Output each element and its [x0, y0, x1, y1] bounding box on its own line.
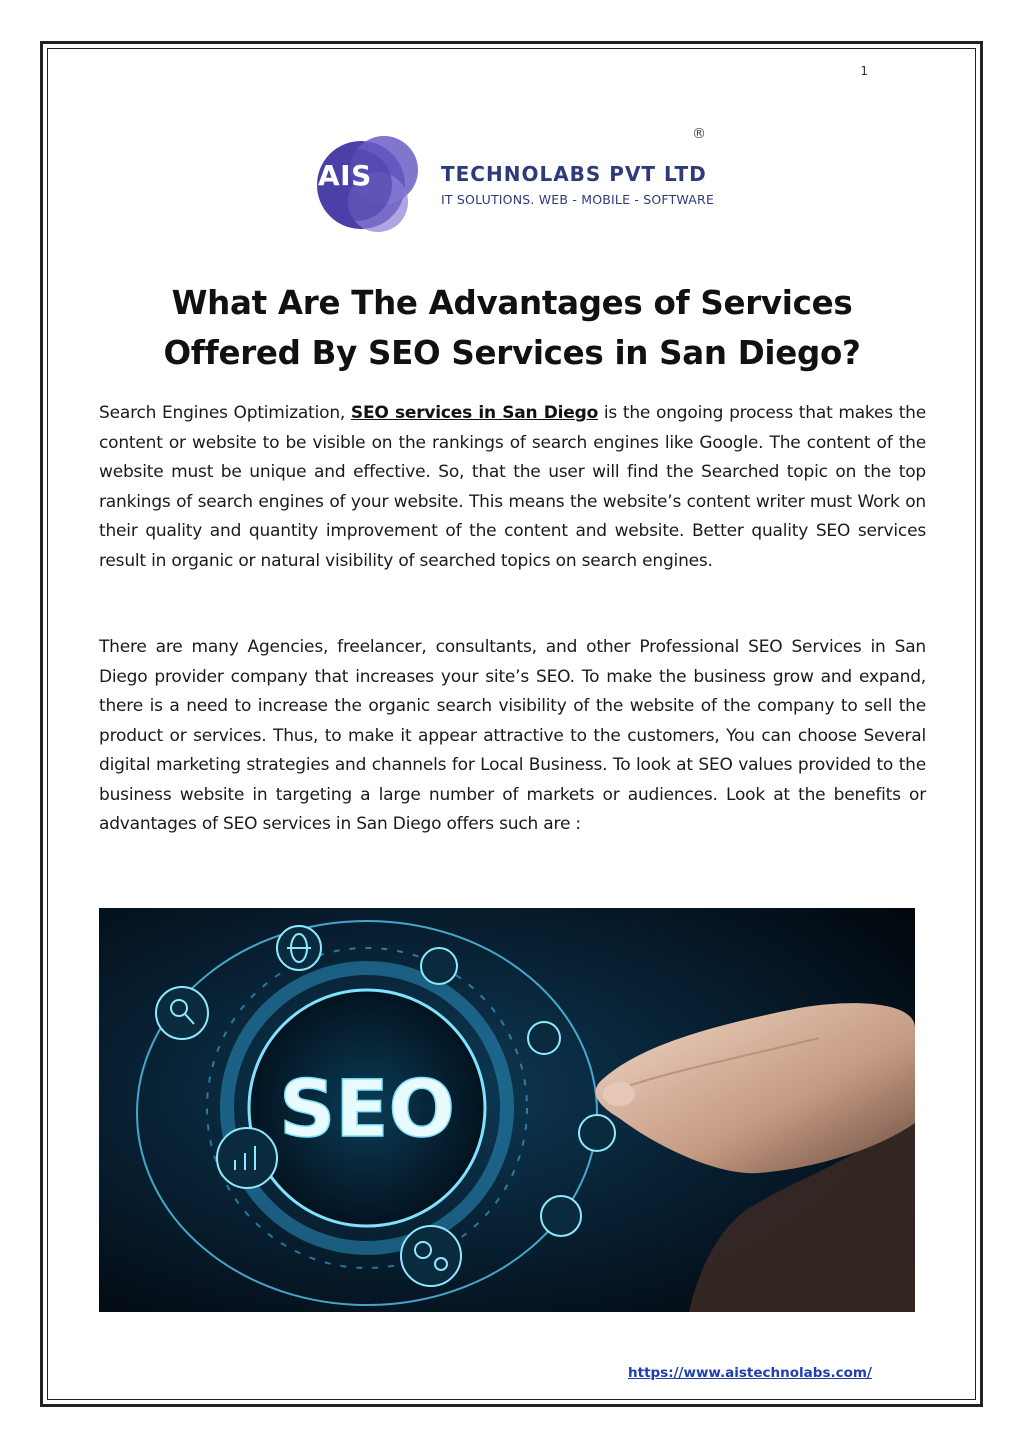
seo-center-text: SEO	[279, 1065, 455, 1155]
paragraph-2: There are many Agencies, freelancer, consultants, and other Professional SEO Services in San Diego provider company that increases your site’s SEO. To make the business grow and expand, there is a need to increase the organic search visibility of the website of the company to sell the product or services. Thus, to make it appear attractive to the customers, You can choose Several digital marketing strategies and channels for Local Business. To look at SEO values provided to the business website in targeting a large number of markets or audiences. Look at the benefits or advantages of SEO services in San Diego offers such are :	[99, 637, 926, 834]
registered-mark: ®	[692, 126, 706, 142]
logo-tagline: IT SOLUTIONS. WEB - MOBILE - SOFTWARE	[441, 192, 715, 207]
title-line-1: What Are The Advantages of Services	[171, 284, 853, 322]
seo-illustration	[99, 908, 915, 1312]
chart-icon	[421, 948, 457, 984]
bar-chart-icon	[217, 1128, 277, 1188]
search-person-icon	[156, 987, 208, 1039]
seo-hero-image	[99, 908, 915, 1312]
gears-icon	[401, 1226, 461, 1286]
paragraph-1-intro: Search Engines Optimization,	[99, 403, 351, 423]
title-line-2: Offered By SEO Services in San Diego?	[163, 334, 861, 372]
lightbulb-icon	[528, 1022, 560, 1054]
document-icon	[541, 1196, 581, 1236]
paragraph-1	[99, 399, 926, 576]
company-logo	[316, 126, 716, 241]
footer-website-link[interactable]: https://www.aistechnolabs.com/	[628, 1365, 872, 1381]
logo-company-name: TECHNOLABS PVT LTD	[441, 162, 707, 186]
seo-services-link[interactable]: SEO services in San Diego	[350, 403, 599, 423]
logo-mark-text: AIS	[318, 159, 372, 192]
page-number: 1	[860, 64, 868, 78]
paragraph-1-body: is the ongoing process that makes the content or website to be visible on the rankings of search engines like Google. The content of the website must be unique and effective. So, that the user will find the Searched topic on the top rankings of search engines of your website. This means the website’s content writer must Work on their quality and quantity improvement of the content and website. Better quality SEO services result in organic or natural visibility of searched topics on search engines.	[99, 403, 926, 571]
page-title	[100, 278, 924, 378]
pie-chart-icon	[579, 1115, 615, 1151]
